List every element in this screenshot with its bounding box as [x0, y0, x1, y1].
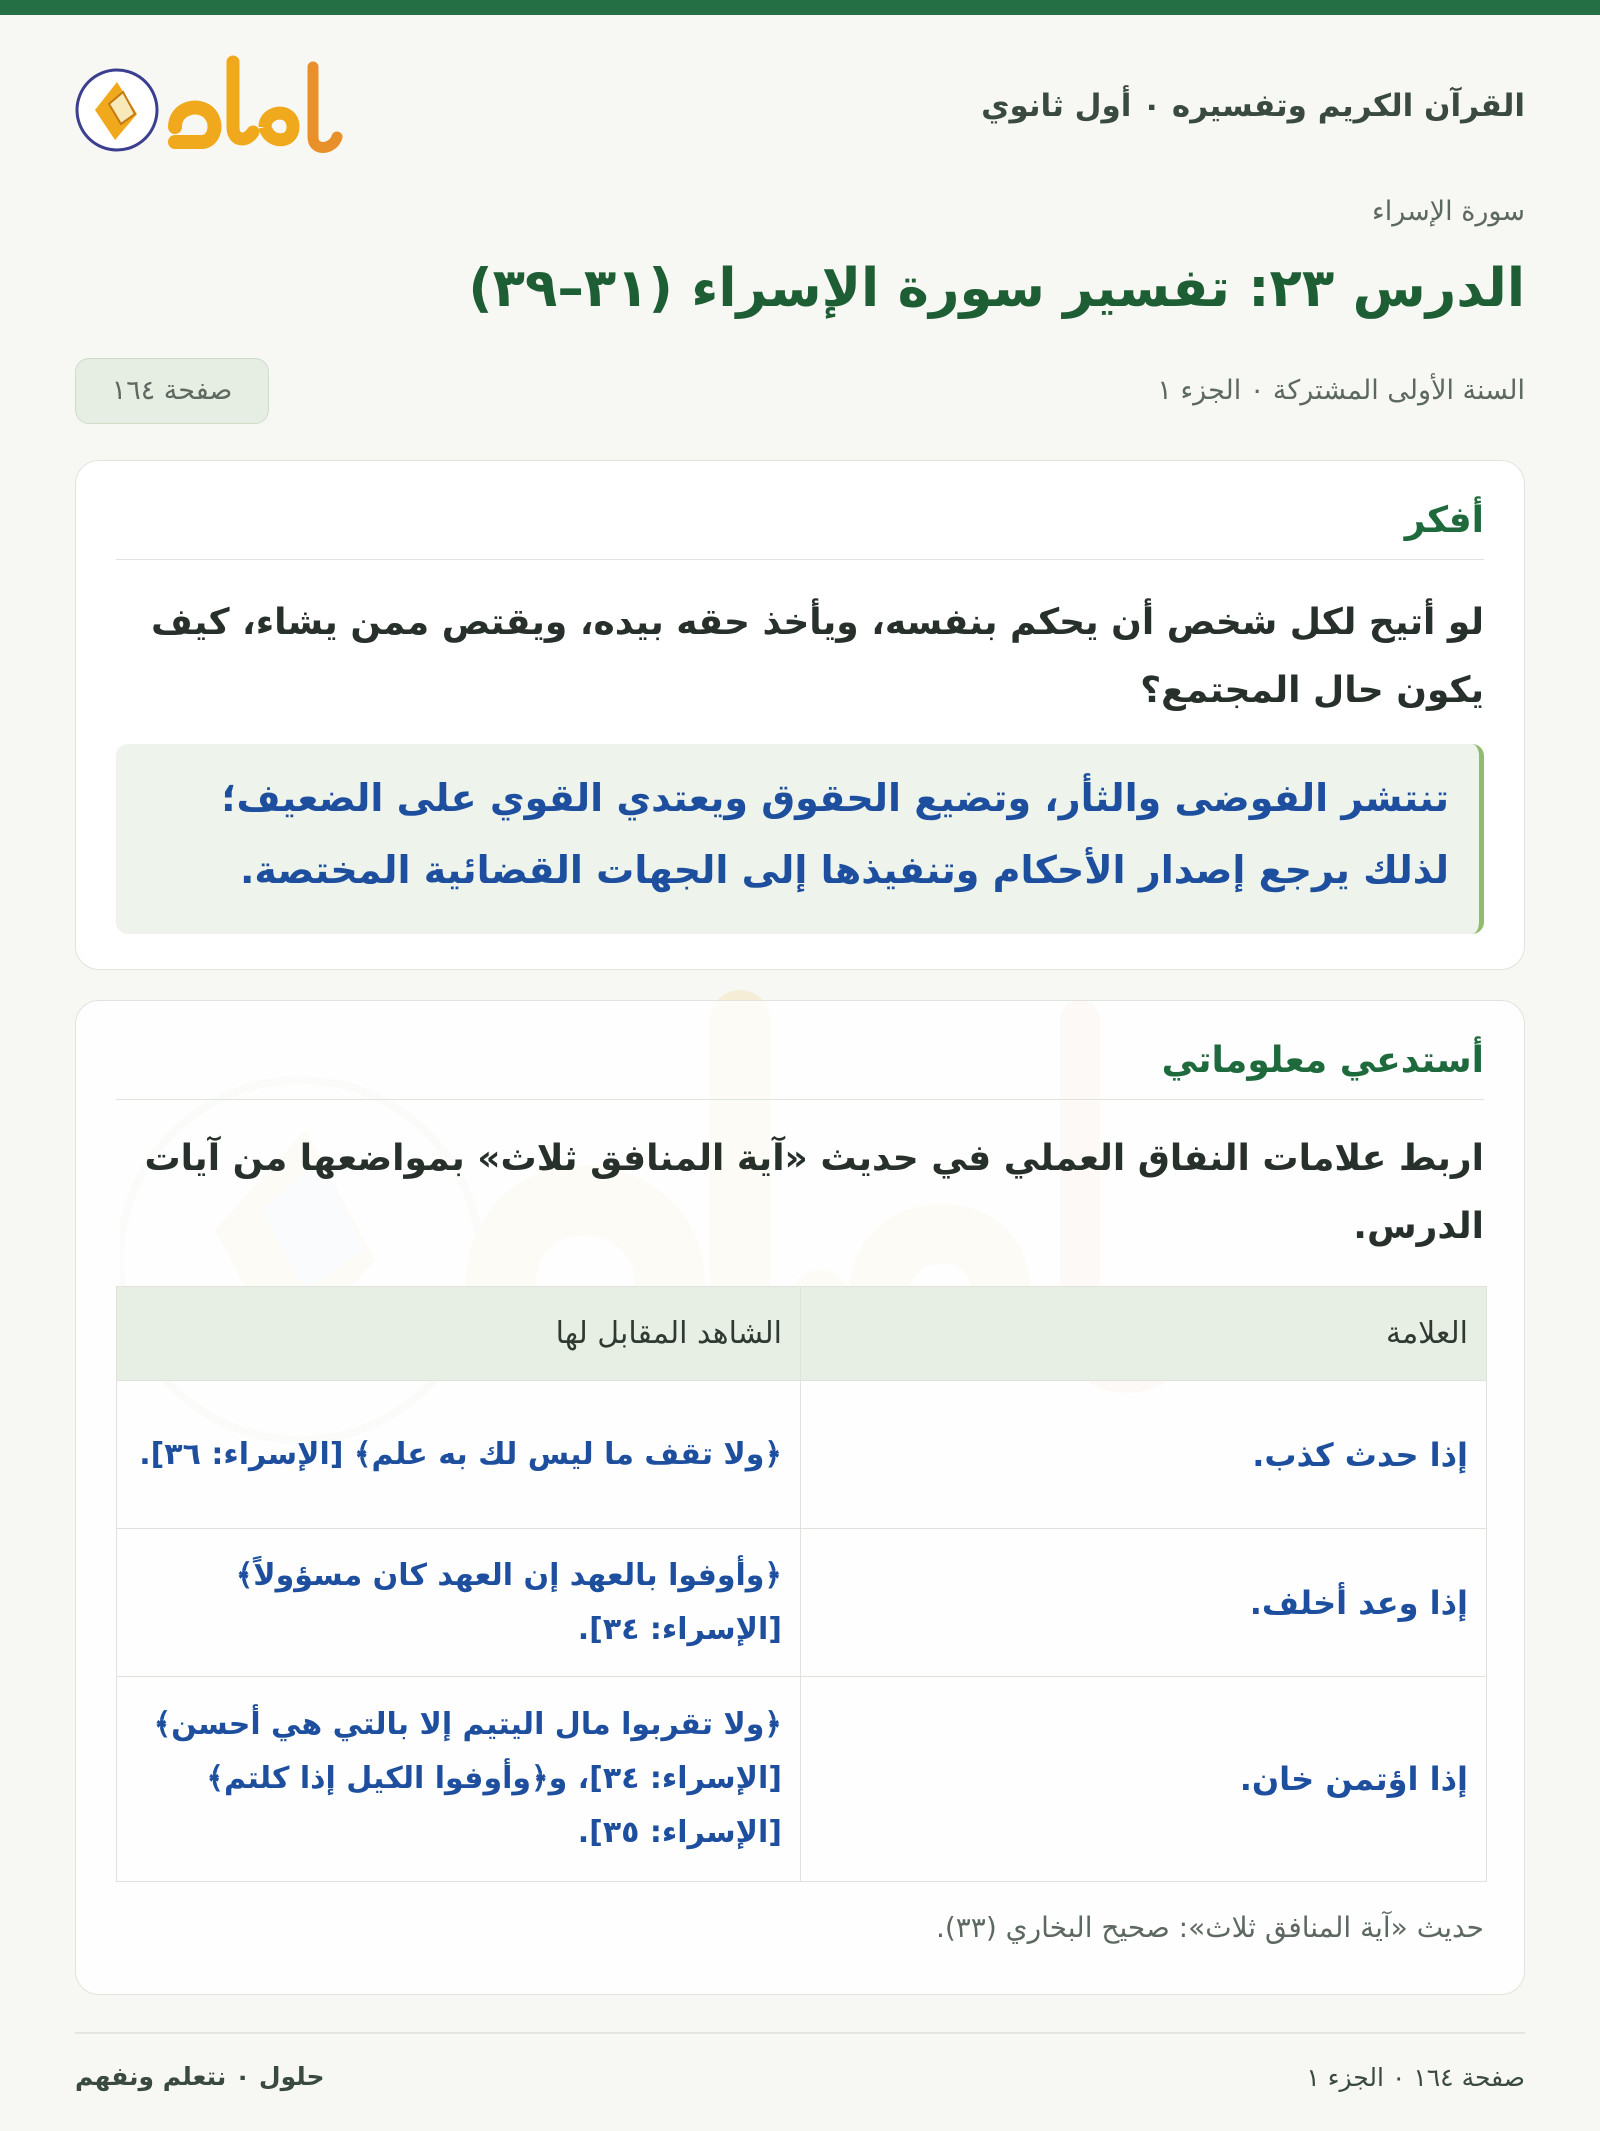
page-number-badge: صفحة ١٦٤: [75, 358, 269, 424]
column-header-evidence: الشاهد المقابل لها: [117, 1287, 801, 1381]
evidence-cell: ﴿ولا تقف ما ليس لك به علم﴾ [الإسراء: ٣٦].: [117, 1381, 801, 1529]
surah-label: سورة الإسراء: [1372, 196, 1525, 227]
evidence-cell: ﴿وأوفوا بالعهد إن العهد كان مسؤولاً﴾ [الإسراء: ٣٤].: [117, 1529, 801, 1677]
footer-brand: حلول ٠ نتعلم ونفهم: [75, 2062, 325, 2091]
hulul-logo: [75, 52, 345, 162]
sign-cell: إذا اؤتمن خان.: [801, 1677, 1487, 1882]
footer-page-info: صفحة ١٦٤ ٠ الجزء ١: [1306, 2063, 1525, 2092]
sign-cell: إذا وعد أخلف.: [801, 1529, 1487, 1677]
recall-question: اربط علامات النفاق العملي في حديث «آية المنافق ثلاث» بمواضعها من آيات الدرس.: [144, 1138, 1484, 1247]
table-row: [117, 1529, 1487, 1677]
recall-heading: أستدعي معلوماتي: [116, 1037, 1484, 1100]
lesson-meta: السنة الأولى المشتركة ٠ الجزء ١: [1157, 375, 1525, 406]
think-heading: أفكر: [116, 497, 1484, 560]
table-row: [117, 1677, 1487, 1882]
page-header: [75, 52, 1525, 162]
top-accent-bar: [0, 0, 1600, 15]
subject-grade-label: القرآن الكريم وتفسيره ٠ أول ثانوي: [981, 88, 1525, 124]
think-card: [75, 460, 1525, 970]
table-header-row: [117, 1287, 1487, 1381]
table-row: [117, 1381, 1487, 1529]
footer-divider: [75, 2032, 1525, 2034]
think-answer: تنتشر الفوضى والثأر، وتضيع الحقوق ويعتدي القوي على الضعيف؛ لذلك يرجع إصدار الأحكام وتنفيذها إلى الجهات القضائية المختصة.: [116, 744, 1484, 934]
hadith-source-note: حديث «آية المنافق ثلاث»: صحيح البخاري (٣٣).: [935, 1911, 1484, 1944]
evidence-cell: ﴿ولا تقربوا مال اليتيم إلا بالتي هي أحسن﴾ [الإسراء: ٣٤]، و﴿وأوفوا الكيل إذا كلتم﴾ [الإسراء: ٣٥].: [117, 1677, 801, 1882]
think-question: لو أتيح لكل شخص أن يحكم بنفسه، ويأخذ حقه بيده، ويقتص ممن يشاء، كيف يكون حال المجتمع؟: [151, 602, 1484, 711]
recall-card: [75, 1000, 1525, 1995]
lesson-title: الدرس ٢٣: تفسير سورة الإسراء (٣١–٣٩): [468, 258, 1525, 319]
hypocrisy-signs-table: [116, 1286, 1487, 1882]
column-header-sign: العلامة: [801, 1287, 1487, 1381]
sign-cell: إذا حدث كذب.: [801, 1381, 1487, 1529]
